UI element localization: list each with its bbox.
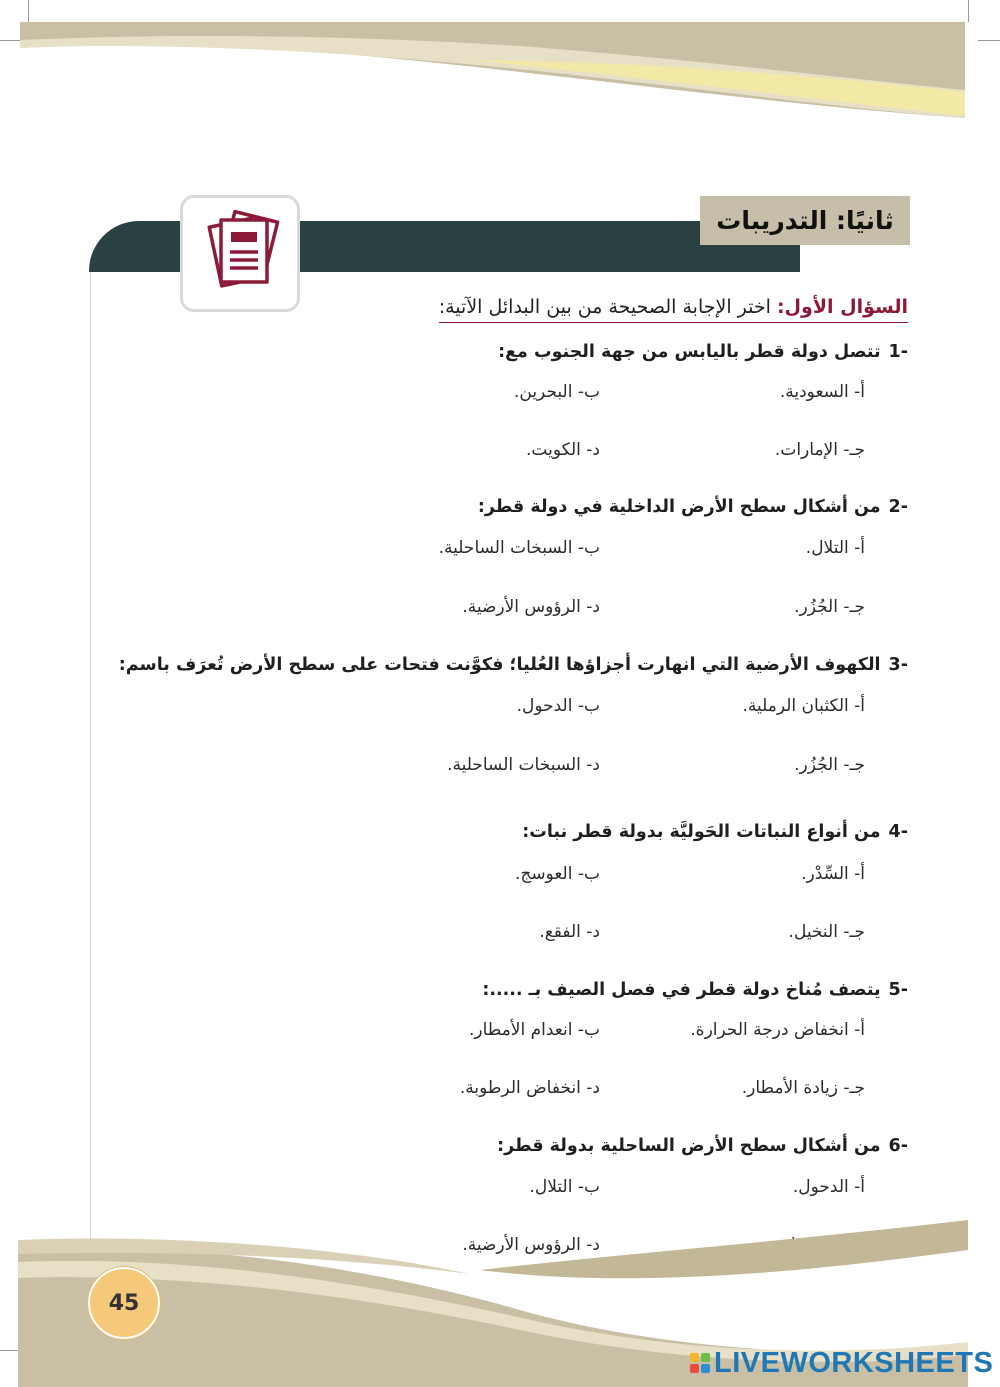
option-b[interactable]: ب- البحرين.: [513, 382, 600, 402]
liveworksheets-mark-icon: [690, 1353, 710, 1373]
question-stem: الكهوف الأرضية التي انهارت أجزاؤها العُليا؛ فكوَّنت فتحات على سطح الأرض تُعرَف باسم:: [118, 655, 881, 675]
page-number-badge: 45: [88, 1267, 160, 1339]
option-c[interactable]: جـ- الإمارات.: [774, 440, 865, 460]
option-a[interactable]: أ- التلال.: [805, 538, 865, 558]
question-heading-text: اختر الإجابة الصحيحة من بين البدائل الآتية:: [438, 296, 777, 318]
question-number: -3: [888, 655, 908, 675]
question-number: -5: [888, 980, 908, 1000]
section-title-box: [700, 196, 910, 245]
icon-box: [180, 195, 300, 312]
question-heading: [439, 296, 908, 323]
question-6: [497, 1136, 908, 1156]
liveworksheets-wordmark: LIVEWORKSHEETS: [714, 1346, 994, 1379]
top-wave-decoration: [0, 0, 1000, 130]
option-d[interactable]: د- الكويت.: [525, 440, 600, 460]
option-d[interactable]: د- الفقع.: [539, 922, 600, 942]
documents-icon: [201, 208, 285, 302]
option-a[interactable]: أ- انخفاض درجة الحرارة.: [690, 1020, 865, 1040]
question-number: -1: [888, 342, 908, 362]
option-d[interactable]: د- انخفاض الرطوبة.: [459, 1078, 600, 1098]
option-c[interactable]: جـ- زيادة الأمطار.: [741, 1078, 865, 1098]
option-a[interactable]: أ- الدحول.: [792, 1177, 865, 1197]
question-stem: من أشكال سطح الأرض الداخلية في دولة قطر:: [477, 497, 881, 517]
option-b[interactable]: ب- انعدام الأمطار.: [468, 1020, 600, 1040]
option-c[interactable]: جـ- النخيل.: [788, 922, 865, 942]
question-3: [119, 655, 908, 675]
question-stem: تتصل دولة قطر باليابس من جهة الجنوب مع:: [498, 342, 881, 362]
question-number: -2: [888, 497, 908, 517]
question-heading-label: السؤال الأول:: [776, 296, 908, 318]
option-b[interactable]: ب- التلال.: [529, 1177, 600, 1197]
option-a[interactable]: أ- الكثبان الرملية.: [742, 696, 865, 716]
option-b[interactable]: ب- العوسج.: [514, 864, 600, 884]
option-c[interactable]: جـ- الجُزُر.: [794, 755, 865, 775]
question-stem: من أشكال سطح الأرض الساحلية بدولة قطر:: [497, 1136, 881, 1156]
option-c[interactable]: جـ- الجُزُر.: [794, 597, 865, 617]
question-2: [478, 497, 908, 517]
option-a[interactable]: أ- السعودية.: [779, 382, 865, 402]
question-4: [522, 822, 908, 842]
option-d[interactable]: د- السبخات الساحلية.: [447, 755, 600, 775]
question-5: [482, 980, 908, 1000]
question-number: -6: [888, 1136, 908, 1156]
option-a[interactable]: أ- السِّدْر.: [801, 864, 865, 884]
option-b[interactable]: ب- الدحول.: [516, 696, 600, 716]
option-d[interactable]: د- الرؤوس الأرضية.: [462, 597, 600, 617]
section-title: ثانيًا: التدريبات: [716, 206, 894, 235]
page-edge-line: [90, 270, 91, 1270]
question-stem: من أنواع النباتات الحَوليَّة بدولة قطر نبات:: [522, 822, 881, 842]
question-1: [498, 342, 908, 362]
option-b[interactable]: ب- السبخات الساحلية.: [438, 538, 600, 558]
option-d[interactable]: د- الرؤوس الأرضية.: [462, 1235, 600, 1255]
question-stem: يتصف مُناخ دولة قطر في فصل الصيف بـ .....:: [482, 980, 881, 1000]
liveworksheets-logo: [690, 1346, 993, 1380]
question-number: -4: [888, 822, 908, 842]
